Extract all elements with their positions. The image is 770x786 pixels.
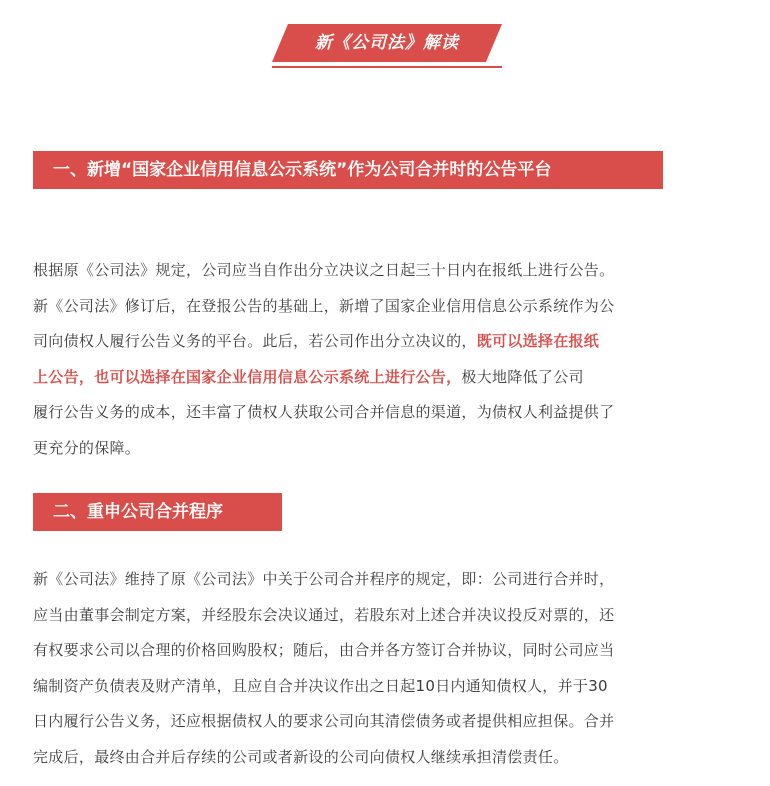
highlighted-text: 上公告，也可以选择在国家企业信用信息公示系统上进行公告， — [33, 367, 462, 386]
paragraph-line — [33, 360, 745, 396]
section-2-paragraph — [33, 562, 745, 775]
paragraph-line: 日内履行公告义务，还应根据债权人的要求公司向其清偿债务或者提供相应担保。合并 — [33, 712, 615, 730]
section-heading-1: 一、新增“国家企业信用信息公示系统”作为公司合并时的公告平台 — [33, 151, 663, 189]
paragraph-text: 极大地降低了公司 — [461, 367, 584, 386]
paragraph-line: 根据原《公司法》规定，公司应当自作出分立决议之日起三十日内在报纸上进行公告。 — [33, 261, 615, 279]
paragraph-line: 新《公司法》修订后，在登报公告的基础上，新增了国家企业信用信息公示系统作为公 — [33, 296, 615, 315]
banner-underline — [272, 66, 502, 68]
paragraph-line: 更充分的保障。 — [33, 438, 141, 457]
paragraph-text: 司向债权人履行公告义务的平台。此后，若公司作出分立决议的， — [33, 332, 477, 350]
section-1-paragraph — [33, 253, 745, 466]
title-banner — [272, 24, 502, 68]
paragraph-line: 有权要求公司以合理的价格回购股权；随后，由合并各方签订合并协议，同时公司应当 — [33, 641, 615, 659]
highlighted-text: 既可以选择在报纸 — [476, 332, 600, 350]
paragraph-line: 新《公司法》维持了原《公司法》中关于公司合并程序的规定，即：公司进行合并时， — [33, 570, 615, 588]
paragraph-line: 履行公告义务的成本，还丰富了债权人获取公司合并信息的渠道，为债权人利益提供了 — [33, 403, 615, 421]
banner-title: 新《公司法》解读 — [315, 33, 459, 53]
paragraph-line: 完成后，最终由合并后存续的公司或者新设的公司向债权人继续承担清偿责任。 — [33, 747, 569, 766]
paragraph-line — [33, 324, 745, 360]
section-heading-2: 二、重申公司合并程序 — [33, 493, 282, 531]
paragraph-line: 编制资产负债表及财产清单，且应自合并决议作出之日起10日内通知债权人，并于30 — [33, 676, 608, 695]
paragraph-line: 应当由董事会制定方案，并经股东会决议通过，若股东对上述合并决议投反对票的，还 — [33, 605, 615, 624]
